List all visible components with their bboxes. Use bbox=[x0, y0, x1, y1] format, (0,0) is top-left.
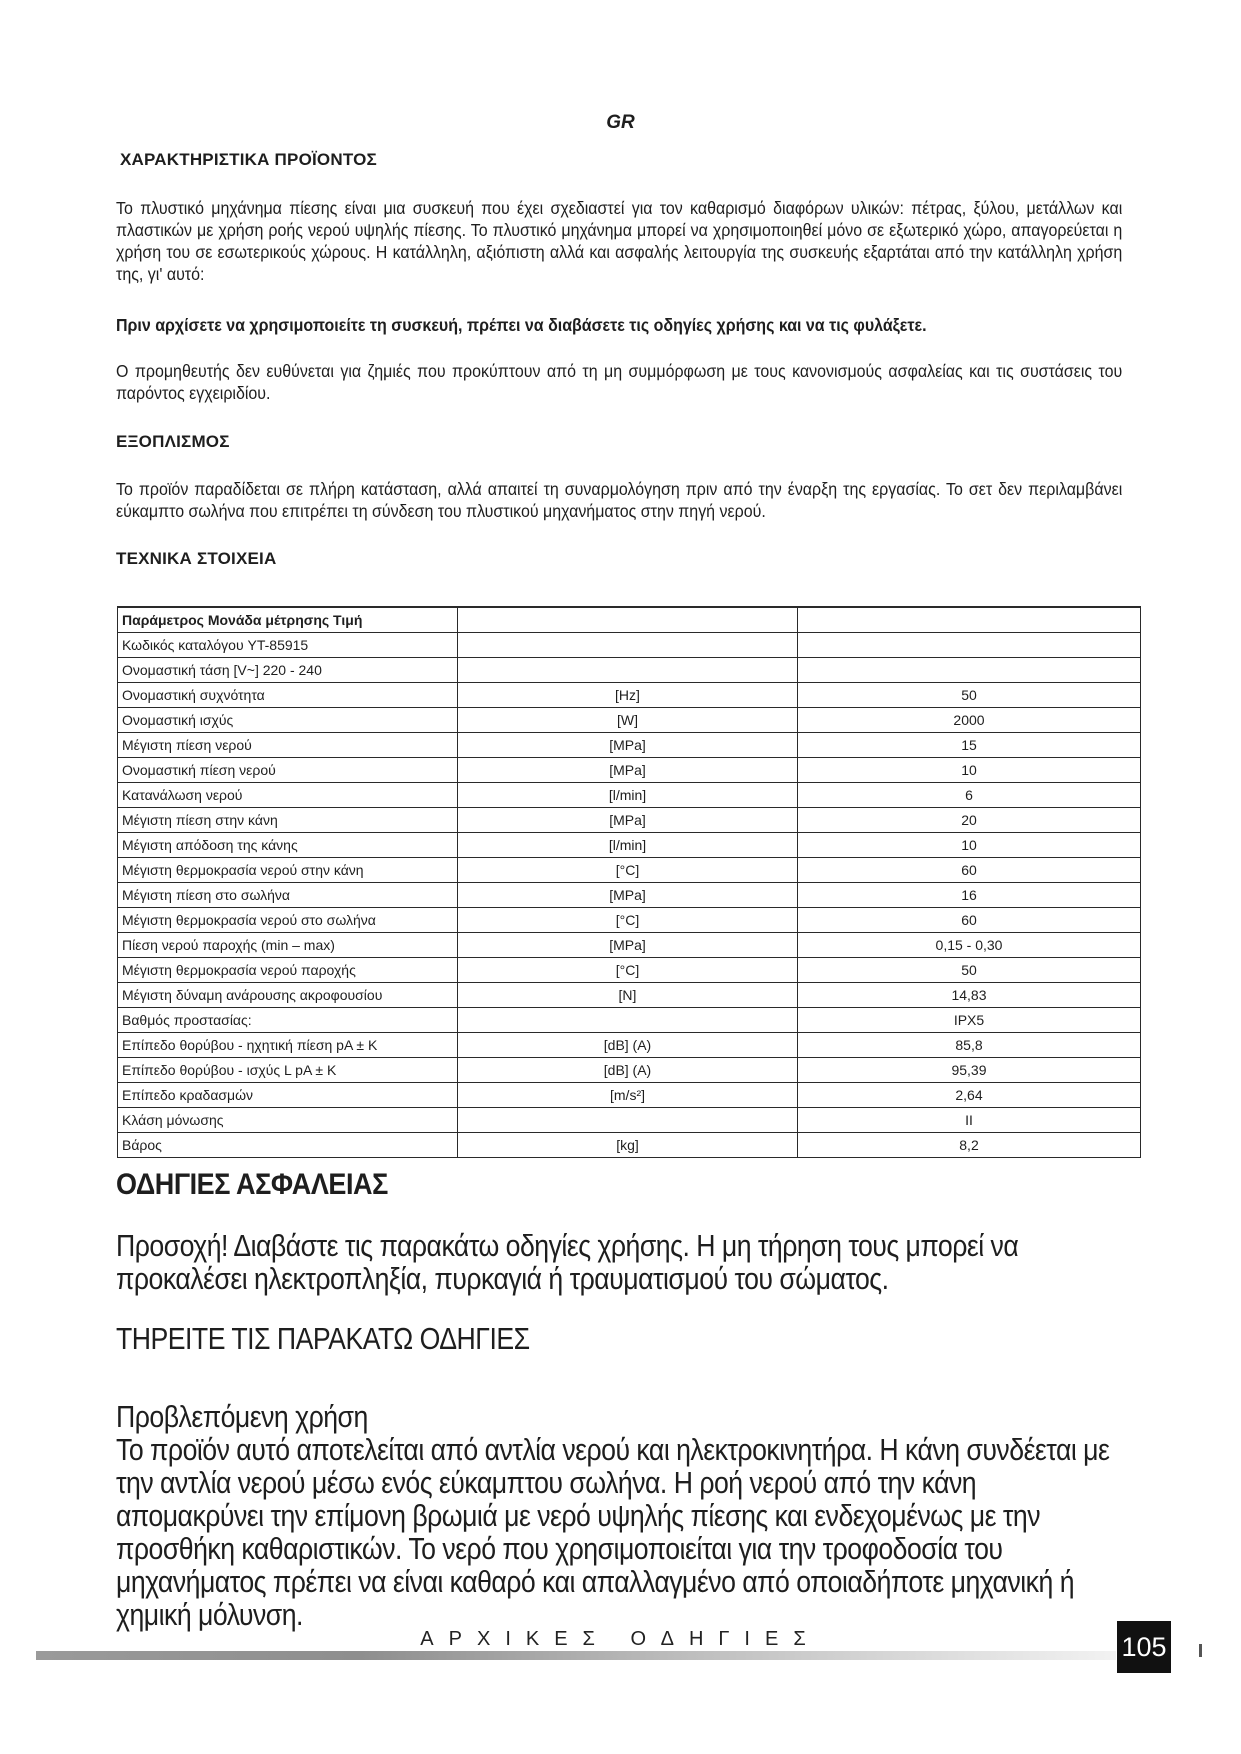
param-cell: Ονομαστική τάση [V~] 220 - 240 bbox=[118, 658, 458, 683]
equipment-heading: ΕΞΟΠΛΙΣΜΟΣ bbox=[116, 432, 230, 451]
value-cell: 14,83 bbox=[798, 983, 1141, 1008]
technical-data-table bbox=[117, 606, 1141, 1158]
unit-cell: [dB] (A) bbox=[458, 1033, 798, 1058]
table-row bbox=[118, 958, 1141, 983]
unit-cell: [MPa] bbox=[458, 808, 798, 833]
param-cell: Βάρος bbox=[118, 1133, 458, 1158]
param-cell: Επίπεδο θορύβου - ισχύς L pA ± K bbox=[118, 1058, 458, 1083]
unit-cell: [l/min] bbox=[458, 783, 798, 808]
product-features-heading: ΧΑΡΑΚΤΗΡΙΣΤΙΚΑ ΠΡΟΪΟΝΤΟΣ bbox=[120, 150, 377, 169]
unit-cell: [m/s²] bbox=[458, 1083, 798, 1108]
page-edge-marker bbox=[1199, 1644, 1202, 1657]
read-instructions-note: Πριν αρχίσετε να χρησιμοποιείτε τη συσκευή, πρέπει να διαβάσετε τις οδηγίες χρήσης και να τις φυλάξετε. bbox=[116, 315, 927, 335]
param-cell: Κατανάλωση νερού bbox=[118, 783, 458, 808]
table-row bbox=[118, 783, 1141, 808]
value-cell bbox=[798, 633, 1141, 658]
safety-instructions-heading: ΟΔΗΓΙΕΣ ΑΣΦΑΛΕΙΑΣ bbox=[116, 1168, 388, 1201]
safety-warning-text: Προσοχή! Διαβάστε τις παρακάτω οδηγίες χρήσης. Η μη τήρηση τους μπορεί να προκαλέσει ηλεκτροπληξία, πυρκαγιά ή τραυματισμού του σώματος. bbox=[116, 1228, 1019, 1296]
unit-cell: [N] bbox=[458, 983, 798, 1008]
table-row bbox=[118, 983, 1141, 1008]
page-number: 105 bbox=[1117, 1621, 1171, 1673]
param-cell: Μέγιστη θερμοκρασία νερού στην κάνη bbox=[118, 858, 458, 883]
intended-use-title: Προβλεπόμενη χρήση bbox=[116, 1399, 368, 1434]
value-cell: II bbox=[798, 1108, 1141, 1133]
value-cell bbox=[798, 658, 1141, 683]
value-cell: 50 bbox=[798, 958, 1141, 983]
unit-cell: [°C] bbox=[458, 958, 798, 983]
table-row bbox=[118, 1133, 1141, 1158]
value-cell: 60 bbox=[798, 858, 1141, 883]
param-cell: Επίπεδο θορύβου - ηχητική πίεση pA ± K bbox=[118, 1033, 458, 1058]
value-cell: 85,8 bbox=[798, 1033, 1141, 1058]
unit-cell: [MPa] bbox=[458, 733, 798, 758]
param-cell: Ονομαστική πίεση νερού bbox=[118, 758, 458, 783]
unit-cell bbox=[458, 1008, 798, 1033]
unit-cell: [°C] bbox=[458, 908, 798, 933]
value-cell: 2,64 bbox=[798, 1083, 1141, 1108]
footer-section-title: ΑΡΧΙΚΕΣ ΟΔΗΓΙΕΣ bbox=[420, 1628, 821, 1650]
param-cell: Κλάση μόνωσης bbox=[118, 1108, 458, 1133]
unit-cell bbox=[458, 1108, 798, 1133]
unit-cell: [l/min] bbox=[458, 833, 798, 858]
table-row bbox=[118, 833, 1141, 858]
unit-cell: [MPa] bbox=[458, 758, 798, 783]
param-cell: Κωδικός καταλόγου YT-85915 bbox=[118, 633, 458, 658]
value-cell: 10 bbox=[798, 833, 1141, 858]
table-row bbox=[118, 1083, 1141, 1108]
liability-paragraph: Ο προμηθευτής δεν ευθύνεται για ζημιές που προκύπτουν από τη μη συμμόρφωση με τους κανονισμούς ασφαλείας και τις συστάσεις του παρόντος εγχειριδίου. bbox=[116, 361, 1123, 403]
table-row bbox=[118, 708, 1141, 733]
table-row bbox=[118, 733, 1141, 758]
table-row bbox=[118, 1058, 1141, 1083]
follow-instructions-text: ΤΗΡΕΙΤΕ ΤΙΣ ΠΑΡΑΚΑΤΩ ΟΔΗΓΙΕΣ bbox=[116, 1321, 530, 1356]
unit-cell: [W] bbox=[458, 708, 798, 733]
param-cell: Επίπεδο κραδασμών bbox=[118, 1083, 458, 1108]
param-cell: Μέγιστη απόδοση της κάνης bbox=[118, 833, 458, 858]
unit-cell: [MPa] bbox=[458, 883, 798, 908]
unit-cell bbox=[458, 658, 798, 683]
product-description-paragraph: Το πλυστικό μηχάνημα πίεσης είναι μια συσκευή που έχει σχεδιαστεί για τον καθαρισμό διαφόρων υλικών: πέτρας, ξύλου, μετάλλων και πλαστικών με χρήση ροής νερού υψηλής πίεσης. Το πλυστικό μηχάνημα μπορεί να χρησιμοποιηθεί μόνο σε εξωτερικό χώρο, απαγορεύεται η χρήση του σε εσωτερικούς χώρους. Η κατάλληλη, αξιόπιστη αλλά και ασφαλής λειτουργία της συσκευής εξαρτάται από την κατάλληλη χρήση της, γι' αυτό: bbox=[116, 198, 1123, 284]
table-row bbox=[118, 933, 1141, 958]
param-cell: Μέγιστη πίεση στην κάνη bbox=[118, 808, 458, 833]
table-row bbox=[118, 1033, 1141, 1058]
unit-cell: [kg] bbox=[458, 1133, 798, 1158]
value-cell: 95,39 bbox=[798, 1058, 1141, 1083]
unit-cell: [dB] (A) bbox=[458, 1058, 798, 1083]
param-cell: Μέγιστη πίεση νερού bbox=[118, 733, 458, 758]
param-cell: Ονομαστική συχνότητα bbox=[118, 683, 458, 708]
language-code: GR bbox=[606, 112, 635, 133]
unit-cell bbox=[458, 633, 798, 658]
param-cell: Μέγιστη θερμοκρασία νερού στο σωλήνα bbox=[118, 908, 458, 933]
table-row bbox=[118, 1008, 1141, 1033]
value-cell: 16 bbox=[798, 883, 1141, 908]
param-cell: Πίεση νερού παροχής (min – max) bbox=[118, 933, 458, 958]
table-header-row bbox=[118, 607, 1141, 633]
param-cell: Μέγιστη πίεση στο σωλήνα bbox=[118, 883, 458, 908]
value-cell: 6 bbox=[798, 783, 1141, 808]
param-cell: Ονομαστική ισχύς bbox=[118, 708, 458, 733]
param-cell: Μέγιστη θερμοκρασία νερού παροχής bbox=[118, 958, 458, 983]
unit-cell: [MPa] bbox=[458, 933, 798, 958]
table-row bbox=[118, 883, 1141, 908]
table-row bbox=[118, 633, 1141, 658]
footer-gradient-bar bbox=[36, 1651, 1116, 1660]
table-row bbox=[118, 658, 1141, 683]
param-cell: Βαθμός προστασίας: bbox=[118, 1008, 458, 1033]
value-cell: 10 bbox=[798, 758, 1141, 783]
value-cell: 0,15 - 0,30 bbox=[798, 933, 1141, 958]
unit-cell: [°C] bbox=[458, 858, 798, 883]
table-row bbox=[118, 908, 1141, 933]
value-cell: 8,2 bbox=[798, 1133, 1141, 1158]
value-cell: 60 bbox=[798, 908, 1141, 933]
table-row bbox=[118, 1108, 1141, 1133]
technical-data-heading: ΤΕΧΝΙΚΑ ΣΤΟΙΧΕΙΑ bbox=[116, 549, 277, 568]
table-row bbox=[118, 758, 1141, 783]
value-cell: IPX5 bbox=[798, 1008, 1141, 1033]
table-row bbox=[118, 858, 1141, 883]
table-header-cell: Παράμετρος Μονάδα μέτρησης Τιμή bbox=[118, 607, 458, 633]
param-cell: Μέγιστη δύναμη ανάρουσης ακροφουσίου bbox=[118, 983, 458, 1008]
intended-use-text: Το προϊόν αυτό αποτελείται από αντλία νερού και ηλεκτροκινητήρα. Η κάνη συνδέεται με την αντλία νερού μέσω ενός εύκαμπτου σωλήνα. Η ροή νερού από την κάνη απομακρύνει την επίμονη βρωμιά με νερό υψηλής πίεσης και ενδεχομένως με την προσθήκη καθαριστικών. Το νερό που χρησιμοποιείται για την τροφοδοσία του μηχανήματος πρέπει να είναι καθαρό και απαλλαγμένο από οποιαδήποτε μηχανική ή χημική μόλυνση. bbox=[116, 1432, 1110, 1632]
value-cell: 15 bbox=[798, 733, 1141, 758]
table-row bbox=[118, 808, 1141, 833]
equipment-paragraph: Το προϊόν παραδίδεται σε πλήρη κατάσταση, αλλά απαιτεί τη συναρμολόγηση πριν από την έναρξη της εργασίας. Το σετ δεν περιλαμβάνει εύκαμπτο σωλήνα που επιτρέπει τη σύνδεση του πλυστικού μηχανήματος στην πηγή νερού. bbox=[116, 479, 1123, 521]
value-cell: 2000 bbox=[798, 708, 1141, 733]
table-row bbox=[118, 683, 1141, 708]
unit-cell: [Hz] bbox=[458, 683, 798, 708]
value-cell: 50 bbox=[798, 683, 1141, 708]
value-cell: 20 bbox=[798, 808, 1141, 833]
